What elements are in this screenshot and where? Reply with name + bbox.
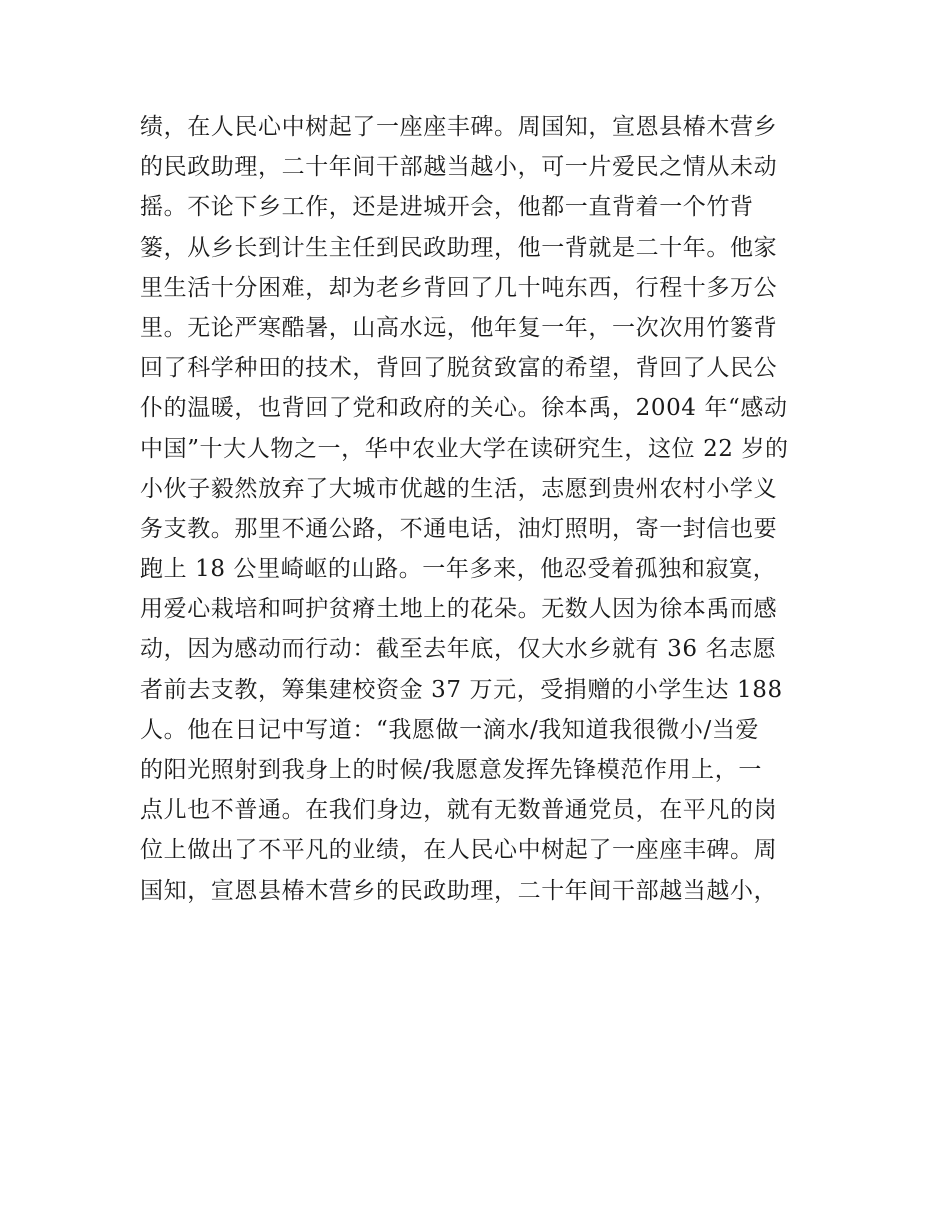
text-line-20: 国知，宣恩县椿木营乡的民政助理，二十年间干部越当越小，	[140, 877, 778, 904]
text-line-9: 中国”十大人物之一，华中农业大学在读研究生，这位 22 岁的	[140, 435, 789, 462]
text-line-3: 摇。不论下乡工作，还是进城开会，他都一直背着一个竹背	[140, 194, 754, 221]
text-line-5: 里生活十分困难，却为老乡背回了几十吨东西，行程十多万公	[140, 274, 778, 301]
text-line-10: 小伙子毅然放弃了大城市优越的生活，志愿到贵州农村小学义	[140, 475, 778, 502]
text-line-1: 绩，在人民心中树起了一座座丰碑。周国知，宣恩县椿木营乡	[140, 114, 778, 140]
text-line-8: 仆的温暖，也背回了党和政府的关心。徐本禹，2004 年“感动	[140, 395, 788, 422]
body-text	[140, 107, 820, 911]
text-line-7: 回了科学种田的技术，背回了脱贫致富的希望，背回了人民公	[140, 355, 778, 382]
text-line-18: 点儿也不普通。在我们身边，就有无数普通党员，在平凡的岗	[140, 797, 778, 824]
text-line-6: 里。无论严寒酷暑，山高水远，他年复一年，一次次用竹篓背	[140, 314, 778, 341]
text-line-11: 务支教。那里不通公路，不通电话，油灯照明，寄一封信也要	[140, 515, 778, 542]
text-line-16: 人。他在日记中写道：“我愿做一滴水/我知道我很微小/当爱	[140, 716, 760, 743]
text-line-2: 的民政助理，二十年间干部越当越小，可一片爱民之情从未动	[140, 154, 778, 181]
text-line-17: 的阳光照射到我身上的时候/我愿意发挥先锋模范作用上，一	[140, 757, 762, 783]
text-line-15: 者前去支教，筹集建校资金 37 万元，受捐赠的小学生达 188	[140, 676, 783, 703]
text-line-14: 动，因为感动而行动：截至去年底，仅大水乡就有 36 名志愿	[140, 636, 777, 663]
text-line-19: 位上做出了不平凡的业绩，在人民心中树起了一座座丰碑。周	[140, 837, 778, 864]
text-line-13: 用爱心栽培和呵护贫瘠土地上的花朵。无数人因为徐本禹而感	[140, 596, 778, 623]
text-line-12: 跑上 18 公里崎岖的山路。一年多来，他忍受着孤独和寂寞，	[140, 556, 777, 583]
text-line-4: 篓，从乡长到计生主任到民政助理，他一背就是二十年。他家	[140, 234, 778, 261]
